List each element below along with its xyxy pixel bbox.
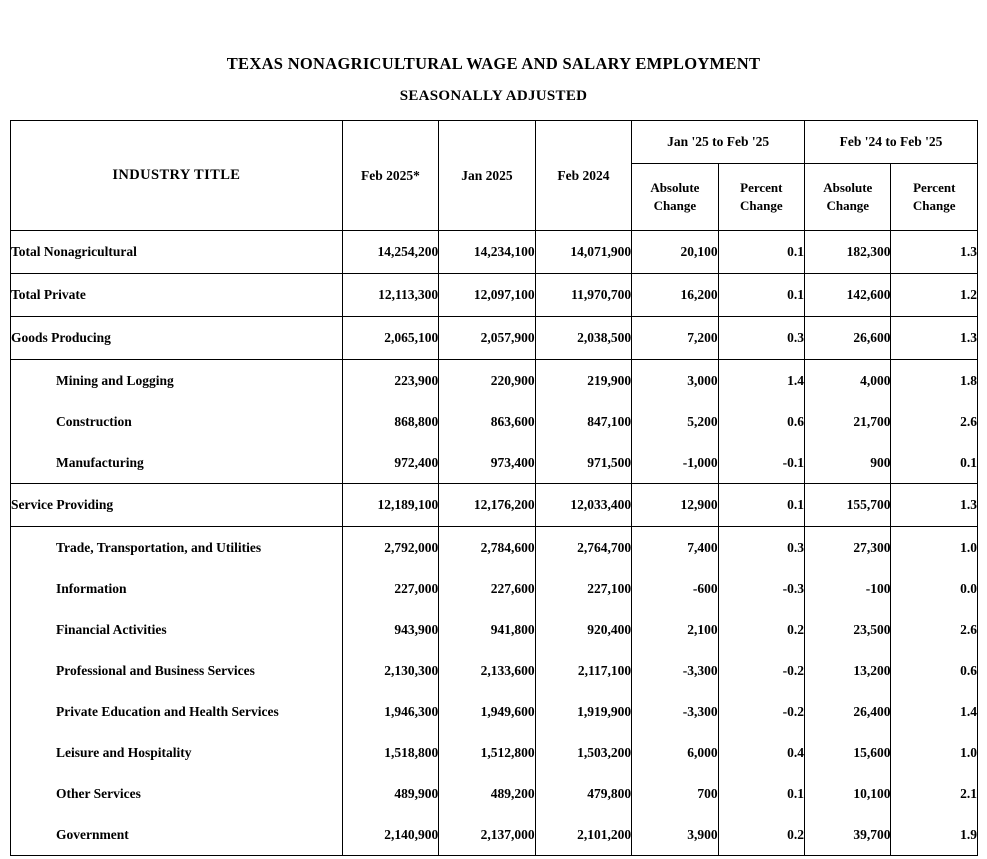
cell-feb-2025: 1,518,800 (342, 732, 438, 773)
cell-month-percent-change: 0.3 (718, 317, 804, 360)
cell-month-absolute-change: 6,000 (632, 732, 718, 773)
table-header (11, 121, 978, 231)
cell-industry-label: Leisure and Hospitality (11, 732, 343, 773)
cell-year-percent-change: 2.1 (891, 773, 978, 814)
cell-jan-2025: 1,512,800 (439, 732, 535, 773)
table-row (11, 360, 978, 402)
cell-month-percent-change: -0.2 (718, 650, 804, 691)
cell-year-absolute-change: 155,700 (805, 484, 891, 527)
cell-year-percent-change: 0.1 (891, 442, 978, 484)
cell-industry-label: Government (11, 814, 343, 856)
table-row (11, 691, 978, 732)
header-row-top (11, 121, 978, 164)
cell-year-percent-change: 2.6 (891, 609, 978, 650)
cell-feb-2025: 1,946,300 (342, 691, 438, 732)
cell-feb-2024: 2,764,700 (535, 527, 631, 569)
table-row (11, 442, 978, 484)
cell-year-absolute-change: 10,100 (805, 773, 891, 814)
cell-month-absolute-change: 7,400 (632, 527, 718, 569)
cell-industry-label: Service Providing (11, 484, 343, 527)
table-row (11, 773, 978, 814)
cell-industry-label: Construction (11, 401, 343, 442)
cell-feb-2025: 223,900 (342, 360, 438, 402)
cell-feb-2024: 920,400 (535, 609, 631, 650)
cell-feb-2025: 227,000 (342, 568, 438, 609)
cell-month-absolute-change: -600 (632, 568, 718, 609)
cell-feb-2024: 227,100 (535, 568, 631, 609)
header-year-percent-line2: Change (912, 198, 956, 213)
header-year-absolute-line1: Absolute (823, 180, 873, 196)
cell-feb-2025: 868,800 (342, 401, 438, 442)
cell-year-percent-change: 0.6 (891, 650, 978, 691)
cell-industry-label: Private Education and Health Services (11, 691, 343, 732)
cell-year-absolute-change: 21,700 (805, 401, 891, 442)
cell-feb-2024: 479,800 (535, 773, 631, 814)
header-month-percent-line2: Change (740, 198, 783, 213)
cell-month-percent-change: 1.4 (718, 360, 804, 402)
cell-month-absolute-change: -1,000 (632, 442, 718, 484)
employment-table-container (10, 120, 978, 856)
cell-month-absolute-change: 12,900 (632, 484, 718, 527)
cell-year-absolute-change: 23,500 (805, 609, 891, 650)
header-month-absolute-change (632, 164, 718, 231)
cell-year-percent-change: 1.3 (891, 317, 978, 360)
cell-jan-2025: 12,176,200 (439, 484, 535, 527)
cell-year-percent-change: 1.3 (891, 231, 978, 274)
cell-year-absolute-change: 26,400 (805, 691, 891, 732)
cell-jan-2025: 973,400 (439, 442, 535, 484)
cell-month-absolute-change: 7,200 (632, 317, 718, 360)
cell-year-absolute-change: 142,600 (805, 274, 891, 317)
cell-year-absolute-change: 39,700 (805, 814, 891, 856)
header-month-percent-line1: Percent (740, 180, 783, 196)
cell-feb-2025: 972,400 (342, 442, 438, 484)
header-group-month-over-month: Jan '25 to Feb '25 (632, 121, 805, 164)
header-year-absolute-line2: Change (826, 198, 870, 213)
table-row (11, 231, 978, 274)
cell-feb-2024: 12,033,400 (535, 484, 631, 527)
header-year-percent-line1: Percent (913, 180, 956, 196)
cell-jan-2025: 2,133,600 (439, 650, 535, 691)
cell-jan-2025: 2,784,600 (439, 527, 535, 569)
page-subtitle: SEASONALLY ADJUSTED (399, 88, 588, 105)
header-jan-2025: Jan 2025 (439, 121, 535, 231)
cell-industry-label: Trade, Transportation, and Utilities (11, 527, 343, 569)
cell-feb-2025: 14,254,200 (342, 231, 438, 274)
cell-month-percent-change: 0.1 (718, 773, 804, 814)
cell-industry-label: Goods Producing (11, 317, 343, 360)
table-row (11, 527, 978, 569)
table-row (11, 609, 978, 650)
cell-jan-2025: 863,600 (439, 401, 535, 442)
cell-feb-2025: 489,900 (342, 773, 438, 814)
cell-feb-2025: 2,065,100 (342, 317, 438, 360)
cell-year-absolute-change: 13,200 (805, 650, 891, 691)
cell-year-percent-change: 1.9 (891, 814, 978, 856)
cell-jan-2025: 941,800 (439, 609, 535, 650)
page-title: TEXAS NONAGRICULTURAL WAGE AND SALARY EMPLOYMENT (226, 54, 761, 73)
cell-jan-2025: 12,097,100 (439, 274, 535, 317)
cell-month-absolute-change: 700 (632, 773, 718, 814)
cell-month-absolute-change: 3,900 (632, 814, 718, 856)
cell-month-absolute-change: -3,300 (632, 650, 718, 691)
header-feb-2024: Feb 2024 (535, 121, 631, 231)
cell-month-percent-change: -0.2 (718, 691, 804, 732)
cell-year-percent-change: 1.0 (891, 527, 978, 569)
table-row (11, 814, 978, 856)
cell-feb-2024: 219,900 (535, 360, 631, 402)
cell-feb-2024: 1,919,900 (535, 691, 631, 732)
cell-month-percent-change: -0.3 (718, 568, 804, 609)
cell-industry-label: Information (11, 568, 343, 609)
cell-jan-2025: 2,137,000 (439, 814, 535, 856)
cell-year-absolute-change: 26,600 (805, 317, 891, 360)
cell-jan-2025: 2,057,900 (439, 317, 535, 360)
table-row (11, 650, 978, 691)
cell-month-percent-change: 0.3 (718, 527, 804, 569)
cell-feb-2024: 847,100 (535, 401, 631, 442)
cell-month-percent-change: -0.1 (718, 442, 804, 484)
cell-jan-2025: 220,900 (439, 360, 535, 402)
cell-year-percent-change: 1.0 (891, 732, 978, 773)
cell-feb-2024: 971,500 (535, 442, 631, 484)
employment-table (10, 120, 978, 856)
cell-month-absolute-change: 2,100 (632, 609, 718, 650)
cell-year-percent-change: 1.4 (891, 691, 978, 732)
cell-jan-2025: 1,949,600 (439, 691, 535, 732)
cell-month-percent-change: 0.1 (718, 274, 804, 317)
cell-feb-2025: 2,140,900 (342, 814, 438, 856)
header-month-percent-change (718, 164, 804, 231)
cell-jan-2025: 14,234,100 (439, 231, 535, 274)
table-row (11, 274, 978, 317)
table-row (11, 317, 978, 360)
table-row (11, 401, 978, 442)
table-row (11, 732, 978, 773)
table-body (11, 231, 978, 856)
cell-year-absolute-change: 900 (805, 442, 891, 484)
cell-month-percent-change: 0.4 (718, 732, 804, 773)
cell-month-absolute-change: -3,300 (632, 691, 718, 732)
table-row (11, 568, 978, 609)
cell-industry-label: Total Private (11, 274, 343, 317)
cell-year-percent-change: 1.8 (891, 360, 978, 402)
cell-month-absolute-change: 16,200 (632, 274, 718, 317)
cell-year-absolute-change: 27,300 (805, 527, 891, 569)
cell-jan-2025: 227,600 (439, 568, 535, 609)
cell-month-absolute-change: 20,100 (632, 231, 718, 274)
cell-feb-2024: 2,038,500 (535, 317, 631, 360)
cell-feb-2024: 1,503,200 (535, 732, 631, 773)
cell-year-absolute-change: 182,300 (805, 231, 891, 274)
cell-month-absolute-change: 3,000 (632, 360, 718, 402)
cell-month-percent-change: 0.2 (718, 814, 804, 856)
cell-industry-label: Professional and Business Services (11, 650, 343, 691)
cell-feb-2025: 943,900 (342, 609, 438, 650)
cell-industry-label: Other Services (11, 773, 343, 814)
header-month-absolute-line2: Change (653, 198, 697, 213)
cell-month-percent-change: 0.1 (718, 231, 804, 274)
cell-year-absolute-change: 15,600 (805, 732, 891, 773)
cell-month-percent-change: 0.2 (718, 609, 804, 650)
cell-year-absolute-change: -100 (805, 568, 891, 609)
cell-feb-2025: 2,792,000 (342, 527, 438, 569)
cell-year-percent-change: 2.6 (891, 401, 978, 442)
cell-industry-label: Total Nonagricultural (11, 231, 343, 274)
cell-feb-2025: 12,189,100 (342, 484, 438, 527)
cell-month-percent-change: 0.1 (718, 484, 804, 527)
cell-jan-2025: 489,200 (439, 773, 535, 814)
table-row (11, 484, 978, 527)
header-industry-title: INDUSTRY TITLE (11, 121, 343, 231)
cell-industry-label: Financial Activities (11, 609, 343, 650)
cell-industry-label: Mining and Logging (11, 360, 343, 402)
cell-year-percent-change: 1.3 (891, 484, 978, 527)
cell-industry-label: Manufacturing (11, 442, 343, 484)
cell-feb-2024: 2,117,100 (535, 650, 631, 691)
cell-feb-2024: 14,071,900 (535, 231, 631, 274)
cell-feb-2025: 12,113,300 (342, 274, 438, 317)
header-year-absolute-change (805, 164, 891, 231)
header-year-percent-change (891, 164, 978, 231)
cell-feb-2025: 2,130,300 (342, 650, 438, 691)
header-group-year-over-year: Feb '24 to Feb '25 (805, 121, 978, 164)
cell-month-percent-change: 0.6 (718, 401, 804, 442)
cell-feb-2024: 2,101,200 (535, 814, 631, 856)
cell-year-absolute-change: 4,000 (805, 360, 891, 402)
document-titles (0, 0, 987, 105)
cell-month-absolute-change: 5,200 (632, 401, 718, 442)
cell-feb-2024: 11,970,700 (535, 274, 631, 317)
header-month-absolute-line1: Absolute (650, 180, 700, 196)
cell-year-percent-change: 1.2 (891, 274, 978, 317)
header-feb-2025: Feb 2025* (342, 121, 438, 231)
cell-year-percent-change: 0.0 (891, 568, 978, 609)
